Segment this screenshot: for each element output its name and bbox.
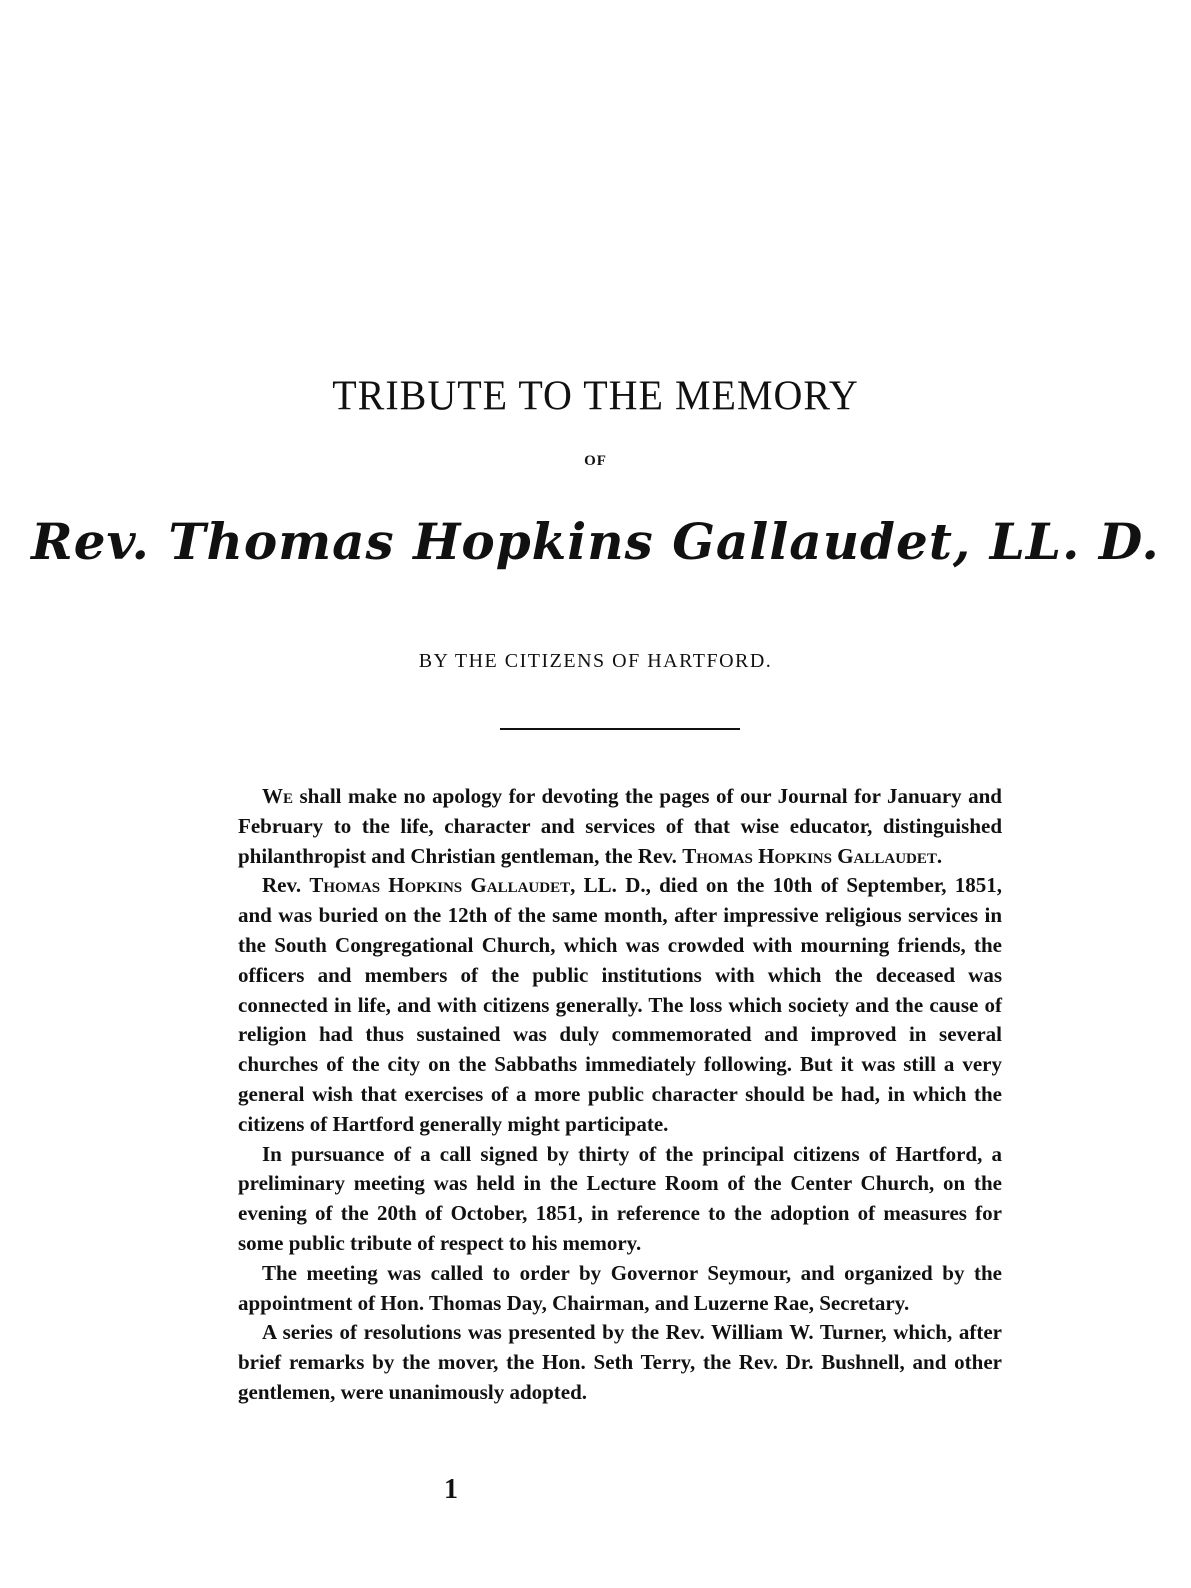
paragraph-2-opening: Rev.: [262, 873, 310, 898]
paragraph-5: A series of resolutions was presented by the Rev. William W. Turner, which, after brief remarks by the mover, the Hon. Seth Terry, the Rev. Dr. Bushnell, and other gentlemen, were unanimously adopted.: [238, 1320, 1002, 1404]
article-body: [238, 782, 1002, 1408]
section-divider: [500, 728, 740, 730]
paragraph-3: In pursuance of a call signed by thirty of the principal citizens of Hartford, a preliminary meeting was held in the Lecture Room of the Center Church, on the evening of the 20th of October, 1851, in reference to the adoption of measures for some public tribute of respect to his memory.: [238, 1141, 1002, 1255]
page-subtitle: BY THE CITIZENS OF HARTFORD.: [418, 650, 773, 672]
page-title: TRIBUTE TO THE MEMORY: [332, 371, 859, 420]
paragraph-2-name: Thomas Hopkins Gallaudet: [309, 873, 571, 898]
paragraph-1-text: shall make no apology for devoting the pages of our Journal for January and February to the life, character and services of that wise educator, distinguished philanthropist and Christian gentleman, the Rev.: [238, 784, 1002, 868]
paragraph-2: [238, 871, 1002, 1139]
honoree-name: Rev. Thomas Hopkins Gallaudet, LL. D.: [31, 512, 1160, 571]
paragraph-1-name: Thomas Hopkins Gallaudet: [682, 843, 937, 868]
paragraph-1-opening: We: [262, 784, 294, 808]
paragraph-4: The meeting was called to order by Governor Seymour, and organized by the appointment of Hon. Thomas Day, Chairman, and Luzerne Rae, Secretary.: [238, 1260, 1002, 1315]
paragraph-1: [238, 782, 1002, 871]
page-number: 1: [444, 1474, 458, 1505]
title-connector: OF: [584, 453, 607, 469]
paragraph-1-end: .: [936, 843, 943, 868]
paragraph-2-text: , LL. D., died on the 10th of September, 1851, and was buried on the 12th of the same month, after impressive religious services in the South Congregational Church, which was crowded with mourning friends, the officers and members of the public institutions with which the deceased was connected in life, and with citizens generally. The loss which society and the cause of religion had thus sustained was duly commemorated and improved in several churches of the city on the Sabbaths immediately following. But it was still a very general wish that exercises of a more public character should be had, in which the citizens of Hartford generally might participate.: [238, 873, 1003, 1136]
